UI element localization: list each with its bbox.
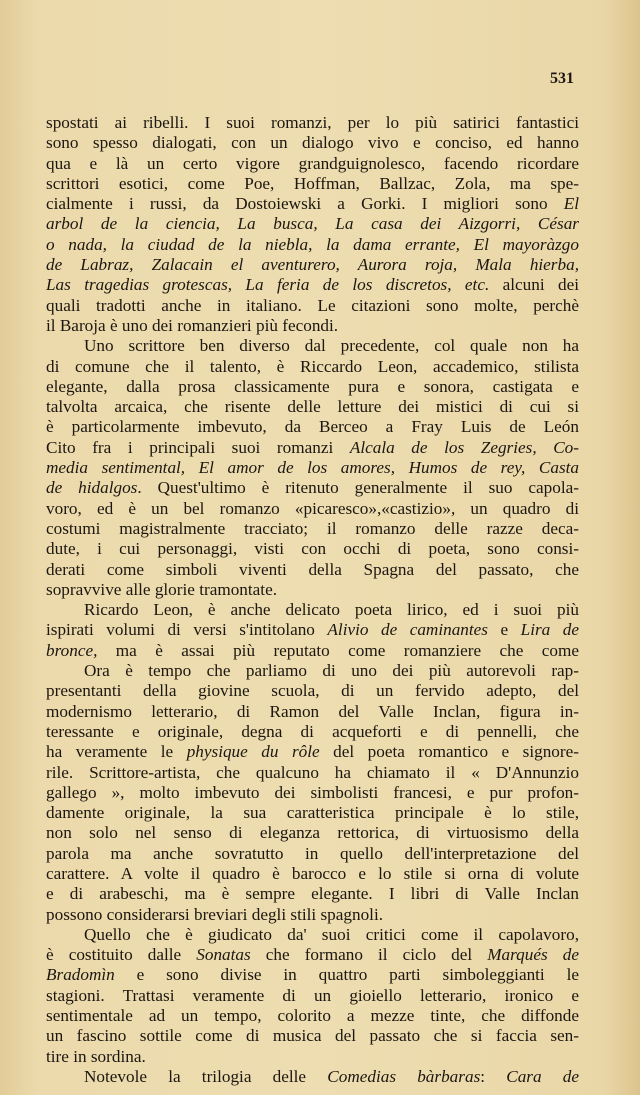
text-line	[46, 661, 579, 681]
italic-title-span: de Labraz, Zalacain el aventurero, Aurora roja, Mala hierba,	[46, 255, 579, 275]
body-text	[46, 113, 579, 1087]
text-line	[46, 235, 579, 255]
text-span: Ricardo Leon, è anche delicato poeta lirico, ed i suoi più	[84, 600, 579, 620]
text-line	[46, 519, 579, 539]
text-span: Cito fra i principali suoi romanzi	[46, 437, 350, 457]
text-line	[46, 742, 579, 762]
text-line	[46, 905, 579, 925]
text-span: di comune che il talento, è Riccardo Leon, accademico, stilista	[46, 356, 579, 376]
text-line	[46, 499, 579, 519]
italic-title-span: Sonatas	[196, 945, 251, 965]
text-span: modernismo letterario, di Ramon del Valle Inclan, figura in-	[46, 701, 579, 721]
text-line	[46, 1047, 579, 1067]
italic-title-span: Alcala de los Zegries, Co-	[349, 437, 579, 457]
text-line	[46, 823, 579, 843]
italic-title-span: de hidalgos	[46, 478, 138, 498]
text-span: quali tradotti anche in italiano. Le citazioni sono molte, perchè	[46, 295, 579, 315]
text-span: tire in sordina.	[46, 1046, 146, 1066]
text-line	[46, 580, 579, 600]
text-line	[46, 702, 579, 722]
italic-title-span: Bradomìn	[46, 965, 115, 985]
text-line	[46, 275, 579, 295]
text-line	[46, 560, 579, 580]
text-span: ispirati volumi di versi s'intitolano	[46, 620, 328, 640]
text-span: cialmente i russi, da Dostoiewski a Gorki. I migliori sono	[46, 194, 564, 214]
italic-title-span: bronce,	[46, 640, 98, 660]
text-span: :	[480, 1066, 507, 1086]
text-line	[46, 438, 579, 458]
text-line	[46, 214, 579, 234]
italic-title-span: Comedias bàrbaras	[327, 1066, 481, 1086]
text-line	[46, 1006, 579, 1026]
text-line	[46, 681, 579, 701]
text-line	[46, 844, 579, 864]
text-line	[46, 641, 579, 661]
text-line	[46, 133, 579, 153]
text-span: qua e là un certo vigore grandguignolesco, facendo ricordare	[46, 153, 579, 173]
text-line	[46, 336, 579, 356]
text-span: costumi magistralmente tracciato; il romanzo delle razze deca-	[46, 518, 579, 538]
text-span: talvolta arcaica, che risente delle letture dei mistici di cui si	[46, 397, 579, 417]
text-line	[46, 986, 579, 1006]
text-line	[46, 316, 579, 336]
text-span: derati come simboli viventi della Spagna del passato, che	[46, 559, 579, 579]
text-line	[46, 113, 579, 133]
text-span: Quello che è giudicato da' suoi critici come il capolavoro,	[84, 924, 579, 944]
text-line	[46, 600, 579, 620]
text-span: ma è assai più reputato come romanziere che come	[97, 640, 579, 660]
text-span: presentanti della giovine scuola, di un fervido adepto, del	[46, 681, 579, 701]
text-span: Notevole la trilogia delle	[84, 1066, 328, 1086]
text-span: il Baroja è uno dei romanzieri più fecondi.	[46, 315, 339, 335]
text-span: parola ma anche sovratutto in quello dell'interpretazione del	[46, 843, 579, 863]
text-line	[46, 965, 579, 985]
text-span: possono considerarsi breviari degli stili spagnoli.	[46, 904, 384, 924]
text-span: Ora è tempo che parliamo di uno dei più autorevoli rap-	[84, 661, 579, 681]
text-line	[46, 864, 579, 884]
text-span: damente originale, la sua caratteristica principale è lo stile,	[46, 803, 579, 823]
text-span: e	[488, 620, 521, 640]
text-span: non solo nel senso di eleganza rettorica, di virtuosismo della	[46, 823, 579, 843]
text-line	[46, 620, 579, 640]
text-span: spostati ai ribelli. I suoi romanzi, per lo più satirici fantastici	[46, 113, 579, 132]
text-line	[46, 154, 579, 174]
italic-title-span: o nada, la ciudad de la niebla, la dama errante, El mayoràzgo	[46, 234, 579, 254]
text-line	[46, 194, 579, 214]
text-line	[46, 539, 579, 559]
text-span: e di arabeschi, ma è sempre elegante. I libri di Valle Inclan	[46, 884, 579, 904]
text-span: stagioni. Trattasi veramente di un gioiello letterario, ironico e	[46, 985, 579, 1005]
text-line	[46, 417, 579, 437]
text-line	[46, 296, 579, 316]
text-span: gallego », molto imbevuto dei simbolisti francesi, e pur profon-	[46, 782, 579, 802]
text-line	[46, 377, 579, 397]
italic-title-span: El	[563, 194, 579, 214]
italic-title-span: arbol de la ciencia, La busca, La casa dei Aizgorri, César	[46, 214, 579, 234]
text-line	[46, 255, 579, 275]
italic-title-span: Alivio de caminantes	[327, 620, 488, 640]
text-line	[46, 1067, 579, 1087]
text-span: sopravvive alle glorie tramontate.	[46, 579, 277, 599]
text-line	[46, 925, 579, 945]
italic-title-span: media sentimental, El amor de los amores, Humos de rey, Casta	[46, 458, 579, 478]
text-span: ha veramente le	[46, 742, 187, 762]
italic-title-span: Lira de	[520, 620, 579, 640]
text-span: un fascino sottile come di musica del passato che si faccia sen-	[46, 1026, 579, 1046]
text-span: sentimentale ad un tempo, colorito a mezze tinte, che diffonde	[46, 1006, 579, 1026]
text-span: e sono divise in quattro parti simboleggianti le	[114, 965, 579, 985]
text-span: voro, ed è un bel romanzo «picaresco»,«castizio», un quadro di	[46, 498, 579, 518]
text-line	[46, 357, 579, 377]
text-line	[46, 478, 579, 498]
text-line	[46, 458, 579, 478]
text-span: teressante e originale, degna di acqueforti e di pennelli, che	[46, 721, 579, 741]
text-span: è particolarmente imbevuto, da Berceo a Fray Luis de León	[46, 417, 579, 437]
text-line	[46, 783, 579, 803]
text-line	[46, 397, 579, 417]
text-line	[46, 763, 579, 783]
italic-title-span: Las tragedias grotescas, La feria de los discretos, etc.	[46, 275, 490, 295]
text-span: è costituito dalle	[46, 945, 197, 965]
text-span: scrittori esotici, come Poe, Hoffman, Ballzac, Zola, ma spe-	[46, 173, 579, 193]
text-line	[46, 803, 579, 823]
text-line	[46, 884, 579, 904]
text-span: alcuni dei	[489, 275, 579, 295]
italic-title-span: Marqués de	[487, 945, 579, 965]
text-line	[46, 1026, 579, 1046]
text-span: . Quest'ultimo è ritenuto generalmente il suo capola-	[137, 478, 579, 498]
text-span: sono spesso dialogati, con un dialogo vivo e conciso, ed hanno	[46, 133, 579, 153]
text-span: Uno scrittore ben diverso dal precedente, col quale non ha	[84, 336, 579, 356]
text-span: dute, i cui personaggi, visti con occhi di poeta, sono consi-	[46, 539, 579, 559]
text-line	[46, 722, 579, 742]
text-span: carattere. A volte il quadro è barocco e lo stile si orna di volute	[46, 863, 579, 883]
italic-title-span: Cara de	[506, 1066, 579, 1086]
text-line	[46, 174, 579, 194]
text-span: elegante, dalla prosa classicamente pura e sonora, castigata e	[46, 376, 579, 396]
text-span: rile. Scrittore-artista, che qualcuno ha chiamato il « D'Annunzio	[46, 762, 579, 782]
text-span: del poeta romantico e signore-	[319, 742, 579, 762]
text-span: che formano il ciclo del	[250, 945, 488, 965]
page-number: 531	[550, 70, 574, 87]
text-line	[46, 945, 579, 965]
italic-title-span: physique du rôle	[186, 742, 320, 762]
